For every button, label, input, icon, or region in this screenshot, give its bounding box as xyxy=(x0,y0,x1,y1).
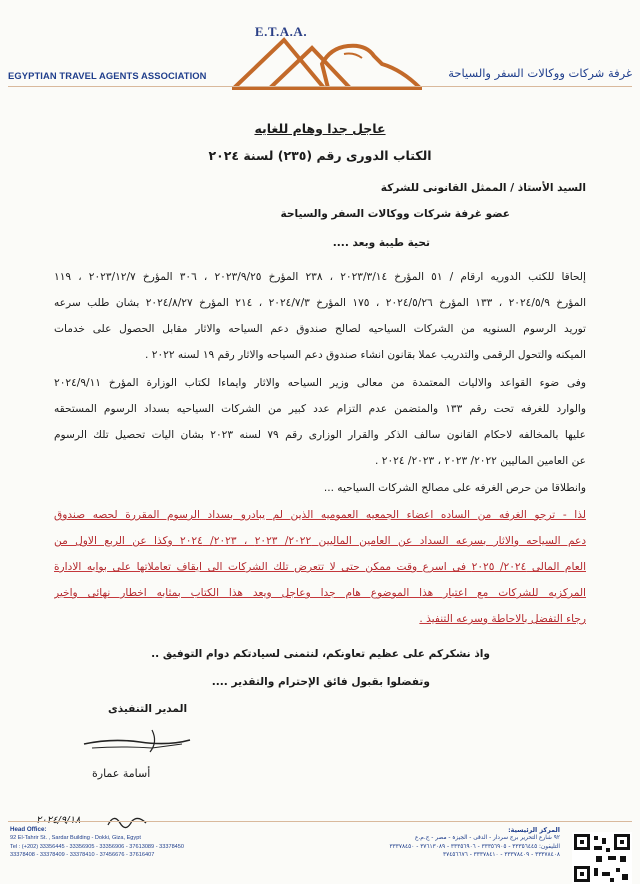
footer-arabic xyxy=(310,826,560,859)
member-line: عضو غرفة شركات ووكالات السفر والسياحة xyxy=(280,208,510,220)
header-divider xyxy=(8,86,632,87)
paragraph-line: رجاء التفضل بالاحاطة وسرعه التنفيذ . xyxy=(419,613,586,625)
signatory-name: أسامة عمارة xyxy=(92,767,151,780)
paragraph-line: عليها بالمخالفه لاحكام القانون سالف الذكر والقرار الوزارى رقم ٧٩ لسنه ٢٠٢٣ بشان اليات تحصيل تلك الرسوم xyxy=(54,429,586,441)
paragraph-line: توريد الرسوم السنويه من الشركات السياحيه لصالح صندوق دعم السياحه والاثار مقابل الحصول على خدمات xyxy=(54,323,586,335)
paragraph-line: المركزيه للشركات مع اعتبار هذا الموضوع هام جدا وعاجل ويعد هذا الكتاب بمثابه اخطار نهائى واخير xyxy=(54,587,586,599)
pyramids-logo-icon xyxy=(232,34,422,90)
footer-head-en: Head Office: xyxy=(10,826,47,833)
logo-text: E.T.A.A. xyxy=(254,24,308,39)
footer-divider xyxy=(8,821,632,822)
signatory-title: المدير التنفيذى xyxy=(108,703,188,715)
paragraph-context xyxy=(54,370,586,474)
footer-head-ar: المركز الرئيسية: xyxy=(508,826,560,834)
footer-tel2-ar: ٣٣٣٧٨٤٠٨ - ٣٣٣٧٨٤٠٩ - ٣٣٣٧٨٤١٠ - ٣٧٤٥٦٦٧٦ xyxy=(442,851,560,858)
qr-code-icon xyxy=(572,832,632,884)
footer-address-en: 92 El-Tahrir St. , Sardar Building - Dokki, Giza, Egypt xyxy=(10,835,141,842)
signature-icon xyxy=(82,722,192,762)
association-name-en: EGYPTIAN TRAVEL AGENTS ASSOCIATION xyxy=(8,70,207,81)
paragraph-line: عن العامين الماليين ٢٠٢٢/ ٢٠٢٣ ، ٢٠٢٣/ ٢٠٢٤ . xyxy=(375,455,586,467)
footer-tel-ar: التليفون: ٣٣٣٥٦٤٤٥ - ٣٣٣٥٦٩٠٥ - ٣٣٣٥٦٩٠٦ - ٣٧٦١٣٠٨٩ - ٣٣٣٧٨٤٥٠ xyxy=(389,843,560,850)
recipient-line: السيد الأستاذ / الممثل القانونى للشركة xyxy=(380,182,586,194)
footer-tel-en: Tel : (+202) 33356445 - 33356905 - 33356906 - 37613089 - 33378450 xyxy=(10,843,185,850)
paragraph-line: المؤرخ ٢٠٢٤/٥/٩ ، ١٣٣ المؤرخ ٢٠٢٤/٥/٢٦ ، ١٧٥ المؤرخ ٢٠٢٤/٧/٣ ، ٢١٤ المؤرخ ٢٠٢٤/٨/٢٧ بشان طلب سرعه xyxy=(54,297,586,309)
footer-address-ar: ٩٢ شارع التحرير برج سردار - الدقى - الجيزة - مصر - ج.م.ع xyxy=(414,835,560,842)
paragraph-reference xyxy=(54,264,586,368)
urgent-heading: عاجل جدا وهام للغايه xyxy=(254,121,386,136)
paragraph-line: دعم السياحه والاثار بسرعه السداد عن العامين الماليين ٢٠٢٢/ ٢٠٢٣ ، ٢٠٢٣/ ٢٠٢٤ وكذا عن الربع الاول من xyxy=(54,535,586,547)
circular-title: الكتاب الدورى رقم (٢٣٥) لسنة ٢٠٢٤ xyxy=(208,148,432,163)
paragraph-line: إلحاقا للكتب الدوريه ارقام / ٥١ المؤرخ ٢٠٢٣/٣/١٤ ، ٢٣٨ المؤرخ ٢٠٢٣/٩/٢٥ ، ٣٠٦ المؤرخ ٢٠٢٣/١٢/٧ ، ١١٩ xyxy=(54,271,586,283)
paragraph-line: الميكنه والتحول الرقمى والتدريب عملا بقانون انشاء صندوق دعم السياحه والاثار رقم ١٩ لسنه ٢٠٢٢ . xyxy=(145,349,586,361)
regards-line: وتفضلوا بقبول فائق الإحترام والتقدير .... xyxy=(211,676,430,688)
association-name-ar: غرفة شركات ووكالات السفر والسياحة xyxy=(448,66,632,80)
paragraph-line: لذا - ترجو الغرفه من الساده اعضاء الجمعيه العموميه الذين لم يبادرو بسداد الرسوم المقررة لحصه صندوق xyxy=(54,509,586,521)
paragraph-line: العام المالى ٢٠٢٤/ ٢٠٢٥ فى اسرع وقت ممكن حتى لا تتعرض تلك الشركات الى ايقاف تعاملاتها على بوابه الادارة xyxy=(54,561,586,573)
footer-tel2-en: 33378408 - 33378409 - 33378410 - 37456676 - 37616407 xyxy=(10,851,155,858)
footer-english xyxy=(10,826,270,859)
paragraph-request xyxy=(54,502,586,632)
thanks-line: واذ نشكركم على عظيم تعاونكم، لنتمنى لسيادتكم دوام التوفيق .. xyxy=(151,648,490,660)
lead-in-line: وانطلاقا من حرص الغرفه على مصالح الشركات السياحيه ... xyxy=(323,482,586,494)
greeting-line: تحية طيبة وبعد .... xyxy=(332,237,430,249)
paragraph-line: وفى ضوء القواعد والاليات المعتمدة من معالى وزير السياحه والاثار وايماءا لكتاب الوزارة المؤرخ ٢٠٢٤/٩/١١ xyxy=(54,377,586,389)
letterhead xyxy=(0,0,640,100)
paragraph-line: والوارد للغرفه تحت رقم ١٣٣ والمتضمن عدم التزام عدد كبير من الشركات السياحيه بسداد الرسوم المستحقه xyxy=(54,403,586,415)
